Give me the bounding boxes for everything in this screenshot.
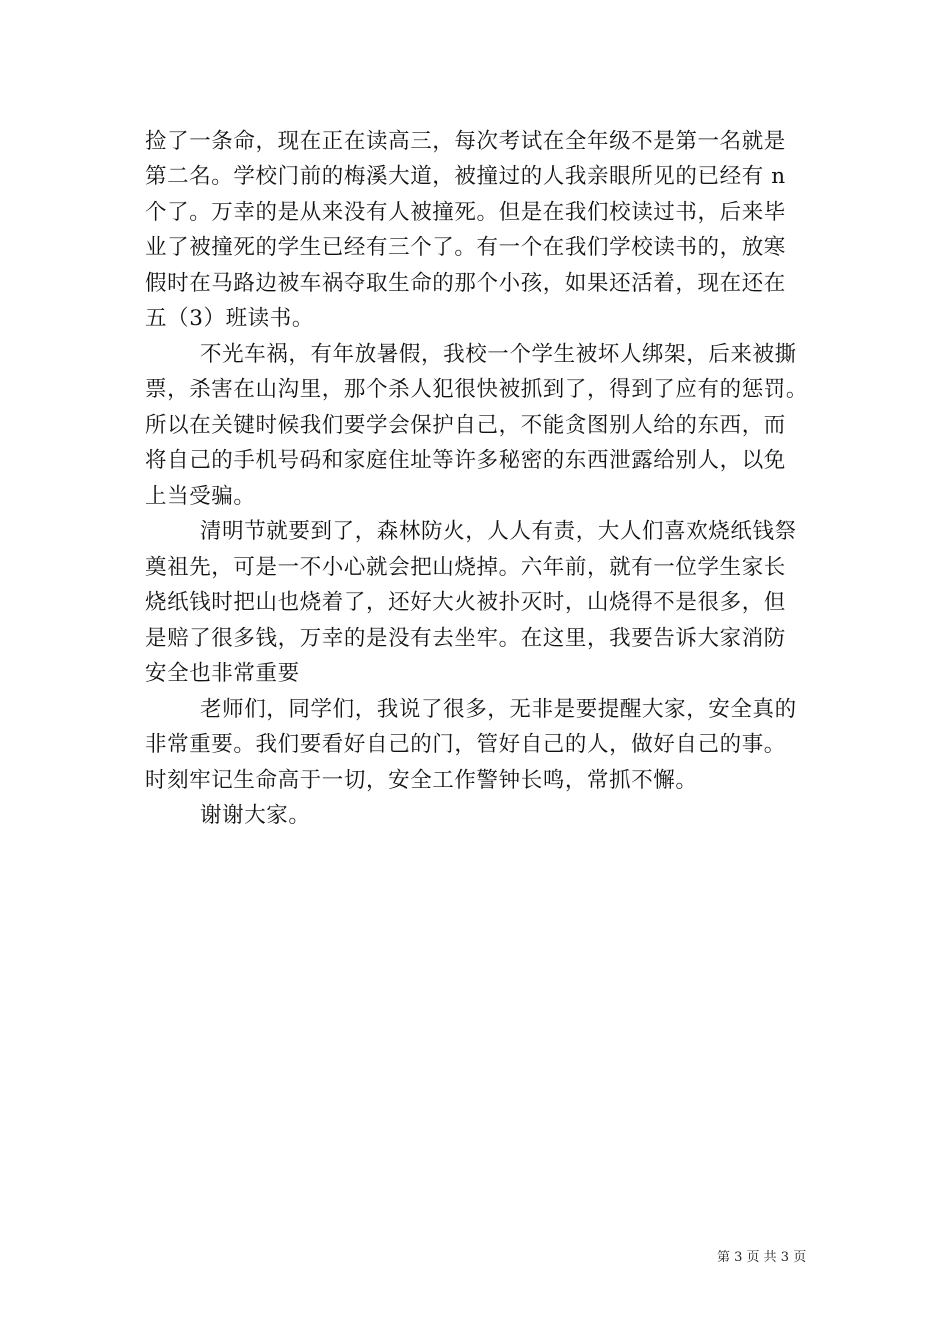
text-line: 上当受骗。	[145, 484, 256, 509]
text-line: 时刻牢记生命高于一切，安全工作警钟长鸣，常抓不懈。	[145, 768, 698, 793]
text-line: 个了。万幸的是从来没有人被撞死。但是在我们校读过书，后来毕	[145, 200, 786, 225]
paragraph-first-line: 老师们，同学们，我说了很多，无非是要提醒大家，安全真的	[200, 697, 797, 722]
text-line: 捡了一条命，现在正在读高三，每次考试在全年级不是第一名就是	[145, 129, 786, 154]
paragraph-first-line: 不光车祸，有年放暑假，我校一个学生被坏人绑架，后来被撕	[200, 342, 797, 367]
text-line: 第二名。学校门前的梅溪大道，被撞过的人我亲眼所见的已经有 n	[145, 164, 786, 189]
text-line: 假时在马路边被车祸夺取生命的那个小孩，如果还活着，现在还在	[145, 271, 786, 296]
text-line: 将自己的手机号码和家庭住址等许多秘密的东西泄露给别人，以免	[145, 448, 786, 473]
text-line: 奠祖先，可是一不小心就会把山烧掉。六年前，就有一位学生家长	[145, 555, 786, 580]
paragraph-first-line: 谢谢大家。	[200, 803, 311, 828]
text-line: 业了被撞死的学生已经有三个了。有一个在我们学校读书的，放寒	[145, 235, 786, 260]
paragraph-first-line: 清明节就要到了，森林防火，人人有责，大人们喜欢烧纸钱祭	[200, 519, 797, 544]
text-line: 所以在关键时候我们要学会保护自己，不能贪图别人给的东西，而	[145, 413, 786, 438]
text-line: 安全也非常重要	[145, 661, 300, 686]
text-line: 烧纸钱时把山也烧着了，还好大火被扑灭时，山烧得不是很多，但	[145, 590, 786, 615]
text-line: 票，杀害在山沟里，那个杀人犯很快被抓到了，得到了应有的惩罚。	[145, 377, 809, 402]
text-line: 五（3）班读书。	[145, 306, 314, 331]
text-line: 是赔了很多钱，万幸的是没有去坐牢。在这里，我要告诉大家消防	[145, 626, 786, 651]
page-number-footer: 第 3 页 共 3 页	[717, 1250, 807, 1265]
text-line: 非常重要。我们要看好自己的门，管好自己的人，做好自己的事。	[145, 732, 786, 757]
